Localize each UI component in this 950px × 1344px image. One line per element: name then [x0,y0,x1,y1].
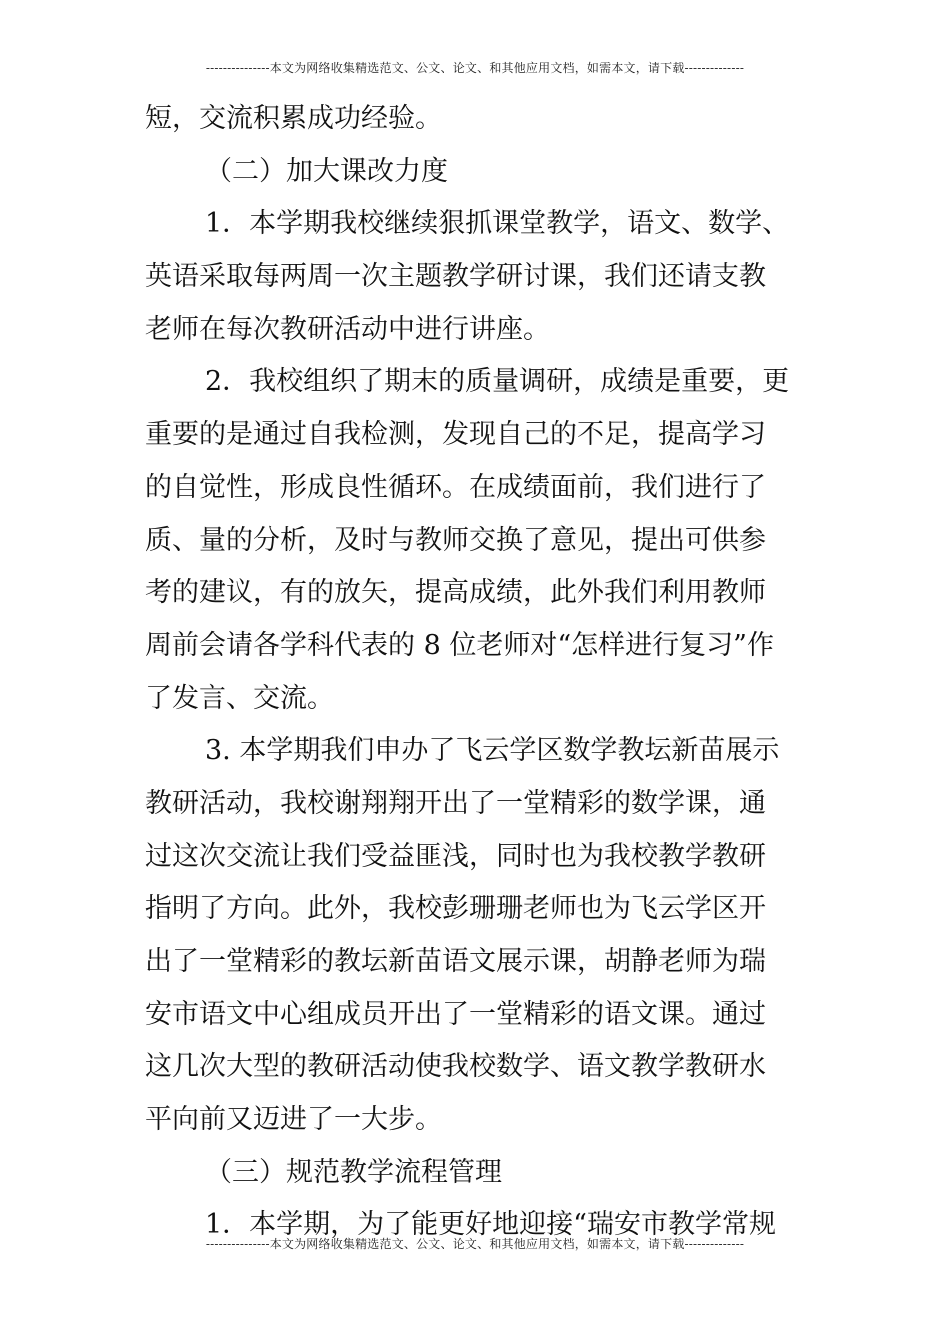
text-line: 重要的是通过自我检测，发现自己的不足，提高学习 [145,419,766,451]
section-heading: （二）加大课改力度 [205,155,448,187]
document-body [145,93,815,1252]
text-line: 指明了方向。此外，我校彭珊珊老师也为飞云学区开 [145,893,766,925]
text-line: 教研活动，我校谢翔翔开出了一堂精彩的数学课，通 [145,787,766,819]
text-line: 过这次交流让我们受益匪浅，同时也为我校教学教研 [145,840,766,872]
text-line: 周前会请各学科代表的 8 位老师对“怎样进行复习”作 [145,629,774,661]
paragraph-start: 1．本学期，为了能更好地迎接“瑞安市教学常规 [205,1209,776,1241]
text-line: 考的建议，有的放矢，提高成绩，此外我们利用教师 [145,577,766,609]
text-line: 出了一堂精彩的教坛新苗语文展示课，胡静老师为瑞 [145,946,766,977]
text-line: 短，交流积累成功经验。 [145,103,442,134]
text-line: 安市语文中心组成员开出了一堂精彩的语文课。通过 [145,998,766,1030]
text-line: 平向前又迈进了一大步。 [145,1104,442,1136]
text-line: 的自觉性，形成良性循环。在成绩面前，我们进行了 [145,471,766,503]
text-line: 老师在每次教研活动中进行讲座。 [145,313,550,345]
paragraph-start: 3. 本学期我们申办了飞云学区数学教坛新苗展示 [205,735,780,767]
paragraph-start: 1．本学期我校继续狠抓课堂教学，语文、数学、 [205,208,790,240]
text-line: 英语采取每两周一次主题教学研讨课，我们还请支教 [145,261,766,293]
paragraph-start: 2．我校组织了期末的质量调研，成绩是重要，更 [205,366,790,398]
text-line: 质、量的分析，及时与教师交换了意见，提出可供参 [145,524,766,556]
section-heading: （三）规范教学流程管理 [205,1156,502,1188]
page-header: ---------------本文为网络收集精选范文、公文、论文、和其他应用文档，如需本文，请下载-------------- [205,61,745,75]
page-footer: ---------------本文为网络收集精选范文、公文、论文、和其他应用文档，如需本文，请下载-------------- [205,1237,745,1251]
text-line: 了发言、交流。 [145,682,334,714]
text-line: 这几次大型的教研活动使我校数学、语文教学教研水 [145,1051,766,1083]
